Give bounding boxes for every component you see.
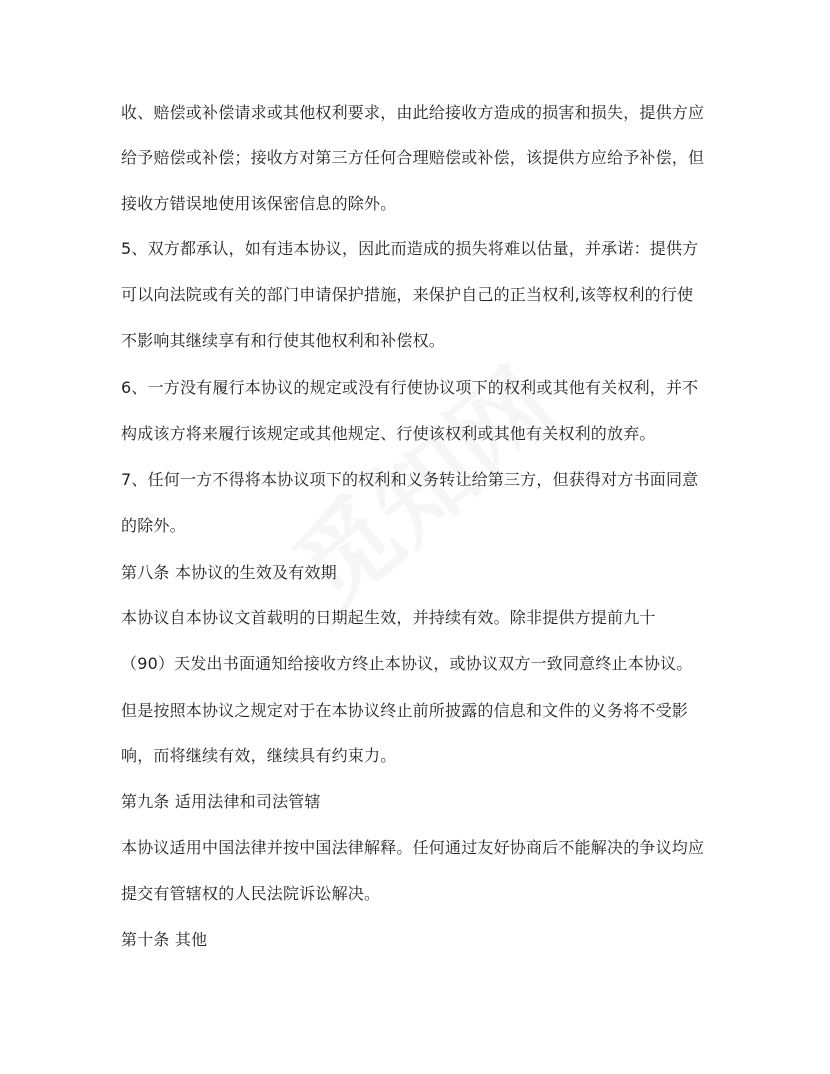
paragraph-line: 6、一方没有履行本协议的规定或没有行使协议项下的权利或其他有关权利，并不 [121,378,699,397]
paragraph-line: 给予赔偿或补偿；接收方对第三方任何合理赔偿或补偿，该提供方应给予补偿，但 [121,148,705,167]
paragraph-line: 本协议自本协议文首载明的日期起生效，并持续有效。除非提供方提前九十 [121,608,656,627]
section-heading: 第九条 适用法律和司法管辖 [121,792,321,811]
paragraph-line: 提交有管辖权的人民法院诉讼解决。 [121,884,381,903]
paragraph-line: 但是按照本协议之规定对于在本协议终止前所披露的信息和文件的义务将不受影 [121,701,689,720]
paragraph-line: 5、双方都承认，如有违本协议，因此而造成的损失将难以估量，并承诺：提供方 [121,239,699,258]
paragraph-line: 可以向法院或有关的部门申请保护措施，来保护自己的正当权利,该等权利的行使 [121,285,694,304]
paragraph-line: 收、赔偿或补偿请求或其他权利要求，由此给接收方造成的损害和损失，提供方应 [121,103,705,122]
paragraph-line: 7、任何一方不得将本协议项下的权利和义务转让给第三方，但获得对方书面同意 [121,470,699,489]
paragraph-line: 接收方错误地使用该保密信息的除外。 [121,194,397,213]
paragraph-line: （90）天发出书面通知给接收方终止本协议，或协议双方一致同意终止本协议。 [121,654,693,673]
section-heading: 第八条 本协议的生效及有效期 [121,563,337,582]
paragraph-line: 响，而将继续有效，继续具有约束力。 [121,746,397,765]
paragraph-line: 本协议适用中国法律并按中国法律解释。任何通过友好协商后不能解决的争议均应 [121,838,705,857]
paragraph-line: 的除外。 [121,516,186,535]
section-heading: 第十条 其他 [121,930,208,949]
paragraph-line: 不影响其继续享有和行使其他权利和补偿权。 [121,331,446,350]
paragraph-line: 构成该方将来履行该规定或其他规定、行使该权利或其他有关权利的放弃。 [121,424,656,443]
